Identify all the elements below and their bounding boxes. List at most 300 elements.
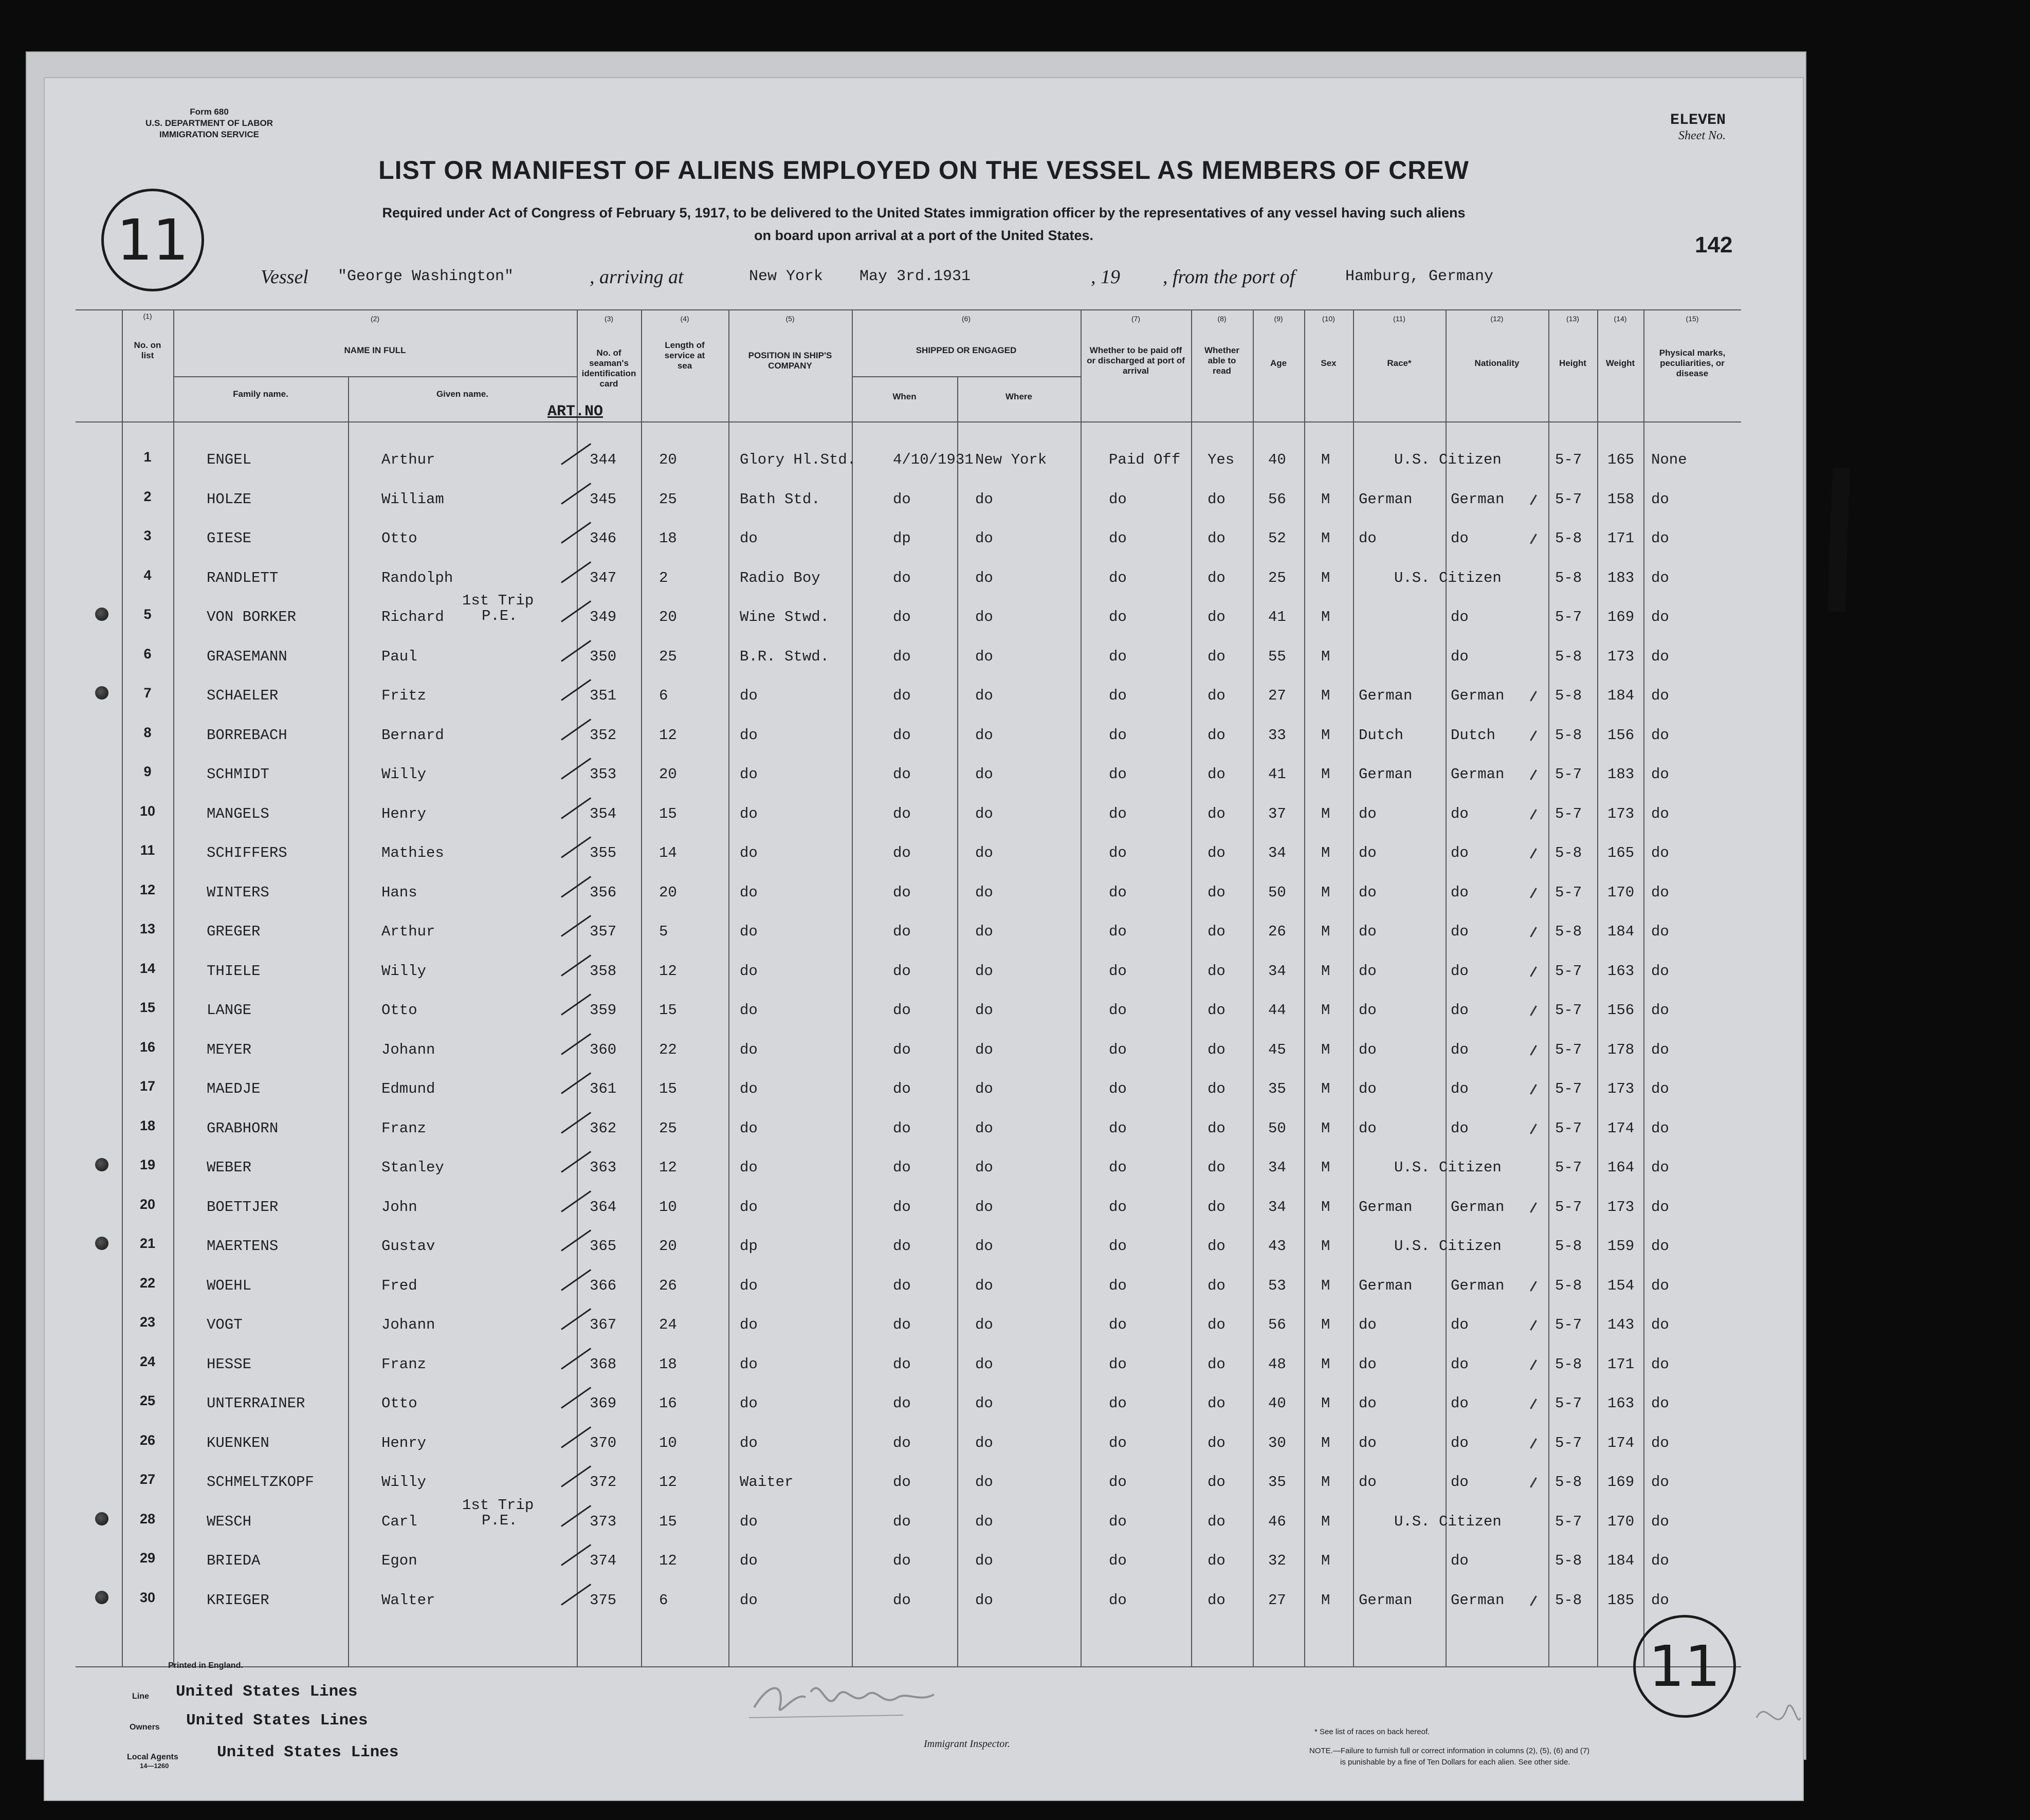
cell-sex: M	[1321, 805, 1330, 822]
cell-service: 20	[659, 884, 677, 901]
cell-weight: 165	[1607, 844, 1635, 861]
cell-service: 10	[659, 1198, 677, 1216]
cell-service: 25	[659, 648, 677, 665]
line-value: United States Lines	[176, 1683, 358, 1701]
cell-paid: do	[1109, 1316, 1127, 1333]
cell-sex: M	[1321, 609, 1330, 626]
cell-physical: do	[1651, 1316, 1669, 1333]
cell-given: Henry	[381, 805, 427, 822]
cell-race: German	[1359, 1591, 1413, 1609]
cell-when: do	[893, 1591, 911, 1609]
cell-card: 365	[590, 1238, 617, 1255]
cell-weight: 173	[1607, 1080, 1635, 1097]
cell-nationality: do	[1451, 923, 1469, 940]
cell-family: UNTERRAINER	[207, 1395, 305, 1412]
nationality-check-mark	[1530, 1320, 1537, 1331]
cell-age: 48	[1268, 1355, 1286, 1373]
page-title: LIST OR MANIFEST OF ALIENS EMPLOYED ON THE VESSEL AS MEMBERS OF CREW	[378, 156, 1469, 185]
cell-physical: do	[1651, 844, 1669, 861]
cell-where: do	[975, 1434, 993, 1451]
cell-physical: do	[1651, 1552, 1669, 1569]
cell-nationality: German	[1451, 687, 1505, 704]
cell-physical: do	[1651, 1041, 1669, 1058]
cell-sex: M	[1321, 1434, 1330, 1451]
cell-physical: do	[1651, 530, 1669, 547]
cell-race: do	[1359, 1474, 1377, 1491]
row-number: 1	[143, 449, 152, 465]
cell-paid: do	[1109, 923, 1127, 940]
col-divider-9	[1253, 309, 1254, 1666]
cell-given: Otto	[381, 530, 417, 547]
col-divider-2	[173, 309, 174, 1666]
subtitle-line-2: on board upon arrival at a port of the United States.	[754, 228, 1094, 243]
cell-card: 375	[590, 1591, 617, 1609]
cell-given: William	[381, 490, 444, 508]
check-mark	[561, 994, 591, 1016]
cell-height: 5-7	[1555, 1395, 1582, 1412]
cell-card: 372	[590, 1474, 617, 1491]
cell-paid: do	[1109, 1159, 1127, 1176]
cell-weight: 184	[1607, 923, 1635, 940]
cell-sex: M	[1321, 1591, 1330, 1609]
row-number: 22	[139, 1275, 156, 1291]
col-num-14: (14)	[1614, 315, 1627, 323]
cell-read: do	[1208, 530, 1226, 547]
cell-card: 366	[590, 1277, 617, 1294]
row-number: 27	[139, 1472, 156, 1487]
row-number: 26	[139, 1432, 156, 1448]
note-pe-row28: P.E.	[482, 1512, 518, 1529]
cell-age: 50	[1268, 1119, 1286, 1137]
punch-hole	[95, 1237, 108, 1250]
cell-read: Yes	[1208, 451, 1235, 468]
cell-height: 5-7	[1555, 962, 1582, 980]
nationality-check-mark	[1530, 730, 1537, 741]
cell-given: Gustav	[381, 1238, 435, 1255]
note-first-trip-row28: 1st Trip	[462, 1497, 534, 1514]
nationality-check-mark	[1530, 809, 1537, 820]
cell-paid: do	[1109, 687, 1127, 704]
cell-where: do	[975, 648, 993, 665]
cell-weight: 143	[1607, 1316, 1635, 1333]
check-mark	[561, 915, 591, 937]
check-mark	[561, 797, 591, 819]
owners-label: Owners	[130, 1723, 160, 1732]
cell-where: do	[975, 1474, 993, 1491]
cell-where: do	[975, 569, 993, 586]
cell-read: do	[1208, 609, 1226, 626]
col-num-12: (12)	[1490, 315, 1504, 323]
nationality-check-mark	[1530, 1202, 1537, 1213]
col-header-physical: Physical marks, peculiarities, or disease	[1659, 348, 1726, 378]
col-header-where: Where	[1005, 392, 1032, 401]
col-header-paid: Whether to be paid off or discharged at port of arrival	[1087, 345, 1185, 376]
col-header-card: No. of seaman's identification card	[581, 348, 636, 389]
col-num-1: (1)	[143, 312, 152, 320]
col-header-no: No. on list	[134, 340, 161, 360]
cell-paid: do	[1109, 1002, 1127, 1019]
cell-card: 358	[590, 962, 617, 980]
cell-sex: M	[1321, 844, 1330, 861]
cell-position: do	[740, 1513, 758, 1530]
cell-height: 5-8	[1555, 844, 1582, 861]
row-number: 11	[140, 842, 155, 858]
cell-given: Willy	[381, 962, 427, 980]
cell-sex: M	[1321, 1395, 1330, 1412]
cell-physical: do	[1651, 1434, 1669, 1451]
cell-service: 15	[659, 1513, 677, 1530]
cell-weight: 156	[1607, 726, 1635, 744]
cell-family: SCHIFFERS	[207, 844, 287, 861]
nationality-check-mark	[1530, 1359, 1537, 1370]
cell-when: do	[893, 1316, 911, 1333]
cell-paid: do	[1109, 1041, 1127, 1058]
cell-sex: M	[1321, 766, 1330, 783]
cell-card: 356	[590, 884, 617, 901]
cell-physical: do	[1651, 1513, 1669, 1530]
cell-paid: do	[1109, 1355, 1127, 1373]
cell-position: dp	[740, 1238, 758, 1255]
form-number: Form 680	[190, 107, 229, 117]
cell-where: do	[975, 1591, 993, 1609]
cell-where: do	[975, 490, 993, 508]
cell-age: 34	[1268, 1159, 1286, 1176]
cell-paid: do	[1109, 1591, 1127, 1609]
cell-sex: M	[1321, 1552, 1330, 1569]
cell-when: do	[893, 805, 911, 822]
cell-paid: do	[1109, 1434, 1127, 1451]
col-divider-15	[1643, 309, 1644, 1666]
cell-position: do	[740, 1041, 758, 1058]
row-number: 17	[139, 1078, 156, 1094]
cell-height: 5-7	[1555, 1316, 1582, 1333]
col-divider-12	[1446, 309, 1447, 1666]
col-header-weight: Weight	[1605, 358, 1635, 368]
cell-read: do	[1208, 1119, 1226, 1137]
cell-sex: M	[1321, 1277, 1330, 1294]
cell-family: WEBER	[207, 1159, 252, 1176]
agents-value: United States Lines	[217, 1743, 399, 1761]
cell-physical: do	[1651, 805, 1669, 822]
cell-nationality: do	[1451, 1434, 1469, 1451]
cell-given: Johann	[381, 1041, 435, 1058]
cell-card: 364	[590, 1198, 617, 1216]
circled-number-bottom-text: 11	[1649, 1633, 1721, 1699]
cell-where: do	[975, 1316, 993, 1333]
arrival-port: New York	[749, 268, 824, 285]
col-header-service: Length of service at sea	[664, 340, 705, 371]
cell-height: 5-7	[1555, 1119, 1582, 1137]
cell-physical: do	[1651, 1395, 1669, 1412]
check-mark	[561, 954, 591, 977]
cell-height: 5-8	[1555, 923, 1582, 940]
cell-service: 6	[659, 687, 668, 704]
cell-race: do	[1359, 884, 1377, 901]
cell-family: MEYER	[207, 1041, 252, 1058]
check-mark	[561, 1348, 591, 1370]
cell-service: 20	[659, 766, 677, 783]
cell-race: do	[1359, 844, 1377, 861]
cell-read: do	[1208, 1474, 1226, 1491]
cell-physical: do	[1651, 726, 1669, 744]
cell-position: do	[740, 1080, 758, 1097]
col-header-read: Whether able to read	[1204, 345, 1239, 376]
cell-where: New York	[975, 451, 1047, 468]
cell-read: do	[1208, 726, 1226, 744]
cell-given: Arthur	[381, 923, 435, 940]
cell-when: do	[893, 1513, 911, 1530]
row-number: 28	[139, 1511, 156, 1527]
cell-when: do	[893, 1041, 911, 1058]
cell-card: 350	[590, 648, 617, 665]
cell-physical: do	[1651, 1355, 1669, 1373]
cell-family: GRASEMANN	[207, 648, 287, 665]
cell-family: BOETTJER	[207, 1198, 279, 1216]
check-mark	[561, 561, 591, 583]
check-mark	[561, 640, 591, 662]
col-num-4: (4)	[680, 315, 689, 323]
cell-age: 45	[1268, 1041, 1286, 1058]
cell-when: do	[893, 1395, 911, 1412]
inspector-signature	[749, 1671, 985, 1728]
col-header-sex: Sex	[1321, 358, 1337, 368]
cell-service: 15	[659, 805, 677, 822]
col-num-15: (15)	[1686, 315, 1699, 323]
cell-age: 53	[1268, 1277, 1286, 1294]
cell-when: do	[893, 1277, 911, 1294]
cell-when: do	[893, 687, 911, 704]
col-num-13: (13)	[1566, 315, 1579, 323]
cell-given: Franz	[381, 1119, 427, 1137]
year-label: , 19	[1091, 266, 1120, 288]
row-number: 5	[143, 606, 152, 622]
cell-position: do	[740, 1159, 758, 1176]
col-num-2: (2)	[370, 315, 380, 323]
cell-nationality: do	[1451, 1041, 1469, 1058]
col-header-family: Family name.	[233, 389, 288, 399]
cell-nationality: do	[1451, 1395, 1469, 1412]
page-subtitle	[250, 201, 1597, 247]
circled-number-top-text: 11	[117, 207, 189, 273]
cell-nationality: do	[1451, 962, 1469, 980]
cell-age: 52	[1268, 530, 1286, 547]
col-num-3: (3)	[604, 315, 614, 323]
cell-weight: 156	[1607, 1002, 1635, 1019]
cell-where: do	[975, 1277, 993, 1294]
cell-height: 5-8	[1555, 1355, 1582, 1373]
cell-position: Bath Std.	[740, 490, 820, 508]
printed-in-label: Printed in England.	[168, 1661, 243, 1670]
cell-read: do	[1208, 1395, 1226, 1412]
row-number: 15	[139, 1000, 156, 1015]
cell-physical: do	[1651, 1474, 1669, 1491]
cell-sex: M	[1321, 490, 1330, 508]
cell-height: 5-8	[1555, 1474, 1582, 1491]
row-number: 24	[139, 1353, 156, 1369]
cell-paid: do	[1109, 1119, 1127, 1137]
cell-age: 41	[1268, 609, 1286, 626]
cell-family: HOLZE	[207, 490, 252, 508]
cell-weight: 184	[1607, 687, 1635, 704]
cell-paid: do	[1109, 1474, 1127, 1491]
cell-given: Otto	[381, 1395, 417, 1412]
cell-height: 5-8	[1555, 1238, 1582, 1255]
cell-when: do	[893, 1355, 911, 1373]
nationality-check-mark	[1530, 966, 1537, 977]
check-mark	[561, 1229, 591, 1252]
cell-weight: 163	[1607, 1395, 1635, 1412]
cell-paid: do	[1109, 726, 1127, 744]
row-number: 18	[139, 1117, 156, 1133]
nationality-check-mark	[1530, 494, 1537, 505]
cell-position: do	[740, 1198, 758, 1216]
check-mark	[561, 1033, 591, 1055]
cell-nationality: do	[1451, 1119, 1469, 1137]
cell-family: HESSE	[207, 1355, 252, 1373]
cell-card: 344	[590, 451, 617, 468]
cell-nationality: U.S. Citizen	[1394, 1159, 1502, 1176]
cell-given: Carl	[381, 1513, 417, 1530]
col-divider-6b	[957, 376, 958, 1666]
cell-nationality: German	[1451, 1591, 1505, 1609]
cell-age: 56	[1268, 1316, 1286, 1333]
cell-given: Mathies	[381, 844, 444, 861]
cell-family: SCHMELTZKOPF	[207, 1474, 314, 1491]
cell-nationality: do	[1451, 1552, 1469, 1569]
col-divider-1	[122, 309, 123, 1666]
cell-given: Walter	[381, 1591, 435, 1609]
cell-paid: do	[1109, 1395, 1127, 1412]
check-mark	[561, 600, 591, 622]
sheet-number: ELEVEN	[1670, 112, 1726, 129]
cell-service: 15	[659, 1080, 677, 1097]
cell-weight: 154	[1607, 1277, 1635, 1294]
row-number: 8	[143, 724, 152, 740]
col-divider-6	[852, 309, 853, 1666]
col-header-shipped: SHIPPED OR ENGAGED	[916, 345, 1017, 355]
row-number: 16	[139, 1039, 156, 1055]
col-divider-14	[1597, 309, 1598, 1666]
cell-card: 346	[590, 530, 617, 547]
col-divider-2b	[348, 376, 349, 1666]
cell-family: BRIEDA	[207, 1552, 261, 1569]
page-number: 142	[1695, 232, 1733, 258]
col-num-7: (7)	[1131, 315, 1141, 323]
cell-read: do	[1208, 1434, 1226, 1451]
row-number: 25	[139, 1393, 156, 1408]
cell-when: do	[893, 884, 911, 901]
cell-paid: Paid Off	[1109, 451, 1181, 468]
cell-race: do	[1359, 962, 1377, 980]
cell-paid: do	[1109, 1238, 1127, 1255]
cell-physical: do	[1651, 687, 1669, 704]
check-mark	[561, 1387, 591, 1409]
cell-card: 357	[590, 923, 617, 940]
cell-height: 5-8	[1555, 1552, 1582, 1569]
cell-where: do	[975, 1238, 993, 1255]
cell-service: 24	[659, 1316, 677, 1333]
check-mark	[561, 1112, 591, 1134]
cell-race: Dutch	[1359, 726, 1404, 744]
row-number: 10	[139, 803, 156, 819]
cell-paid: do	[1109, 805, 1127, 822]
cell-race: do	[1359, 805, 1377, 822]
name-subheader-rule	[173, 376, 577, 377]
cell-height: 5-7	[1555, 1002, 1582, 1019]
check-mark	[561, 758, 591, 780]
col-num-11: (11)	[1393, 315, 1405, 323]
check-mark	[561, 1269, 591, 1291]
cell-service: 14	[659, 844, 677, 861]
cell-family: GIESE	[207, 530, 252, 547]
row-number: 7	[143, 685, 152, 701]
cell-weight: 174	[1607, 1434, 1635, 1451]
cell-given: Bernard	[381, 726, 444, 744]
cell-weight: 171	[1607, 530, 1635, 547]
cell-nationality: do	[1451, 1002, 1469, 1019]
cell-sex: M	[1321, 1002, 1330, 1019]
cell-nationality: U.S. Citizen	[1394, 1238, 1502, 1255]
cell-family: THIELE	[207, 962, 261, 980]
cell-position: do	[740, 1355, 758, 1373]
cell-read: do	[1208, 1002, 1226, 1019]
row-number: 4	[143, 567, 152, 583]
cell-nationality: Dutch	[1451, 726, 1496, 744]
cell-nationality: German	[1451, 1277, 1505, 1294]
cell-where: do	[975, 1080, 993, 1097]
cell-service: 18	[659, 1355, 677, 1373]
cell-weight: 173	[1607, 1198, 1635, 1216]
cell-paid: do	[1109, 1552, 1127, 1569]
col-header-name: NAME IN FULL	[344, 345, 406, 355]
cell-race: German	[1359, 687, 1413, 704]
cell-position: do	[740, 687, 758, 704]
cell-sex: M	[1321, 923, 1330, 940]
cell-position: do	[740, 844, 758, 861]
cell-physical: do	[1651, 962, 1669, 980]
cell-card: 367	[590, 1316, 617, 1333]
cell-card: 347	[590, 569, 617, 586]
cell-read: do	[1208, 1355, 1226, 1373]
nationality-check-mark	[1530, 1281, 1537, 1292]
cell-when: do	[893, 1552, 911, 1569]
cell-physical: do	[1651, 1591, 1669, 1609]
cell-read: do	[1208, 687, 1226, 704]
cell-height: 5-8	[1555, 726, 1582, 744]
cell-age: 32	[1268, 1552, 1286, 1569]
cell-when: do	[893, 962, 911, 980]
col-header-given: Given name.	[436, 389, 489, 399]
cell-read: do	[1208, 1198, 1226, 1216]
row-number: 19	[139, 1157, 156, 1172]
cell-where: do	[975, 923, 993, 940]
cell-when: do	[893, 1474, 911, 1491]
cell-height: 5-7	[1555, 805, 1582, 822]
cell-given: Willy	[381, 1474, 427, 1491]
nationality-check-mark	[1530, 1438, 1537, 1449]
cell-paid: do	[1109, 844, 1127, 861]
nationality-check-mark	[1530, 1477, 1537, 1488]
nationality-check-mark	[1530, 1084, 1537, 1095]
cell-service: 12	[659, 1552, 677, 1569]
cell-read: do	[1208, 1277, 1226, 1294]
note-pe-row5: P.E.	[482, 608, 518, 624]
cell-given: Henry	[381, 1434, 427, 1451]
cell-given: Randolph	[381, 569, 453, 586]
cell-where: do	[975, 530, 993, 547]
cell-read: do	[1208, 1159, 1226, 1176]
cell-when: do	[893, 648, 911, 665]
